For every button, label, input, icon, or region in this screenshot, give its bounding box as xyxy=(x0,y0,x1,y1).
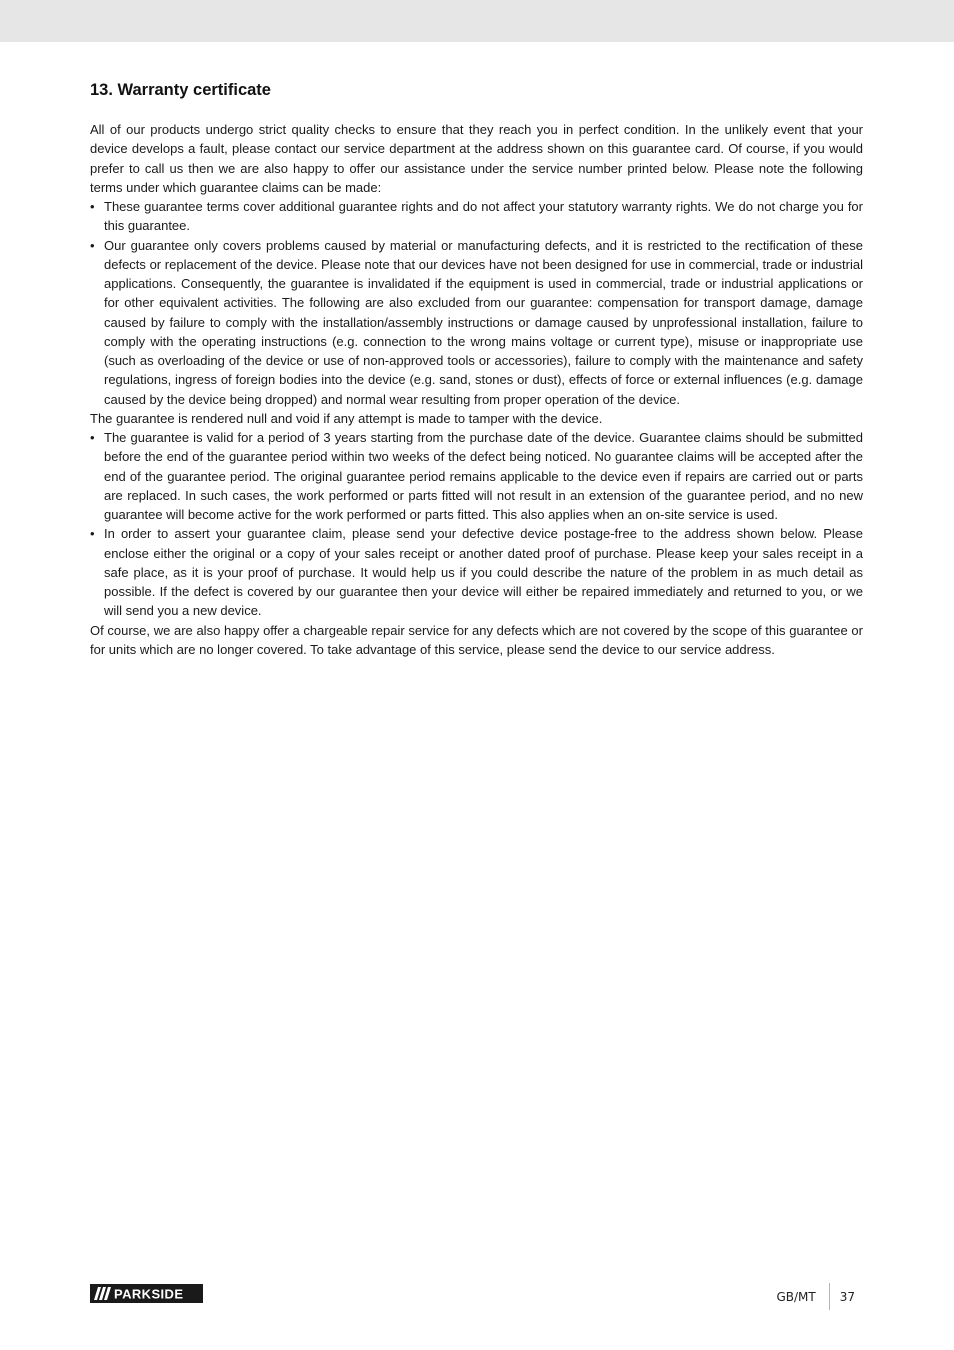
document-body xyxy=(90,79,863,659)
bullet-list-claims xyxy=(90,428,863,621)
logo-wordmark: PARKSIDE xyxy=(114,1286,184,1302)
list-item xyxy=(90,428,863,524)
parkside-logo xyxy=(90,1284,203,1303)
bullet-icon: • xyxy=(90,430,95,445)
list-item-text: Our guarantee only covers problems caused by material or manufacturing defects, and it is restricted to the rectification of these defects or replacement of the device. Please note that our devices have not been designed for use in commercial, trade or industrial applications. Consequently, the guarantee is invalidated if the equipment is used in commercial, trade or industrial applications or for other equivalent activities. The following are also excluded from our guarantee: compensation for transport damage, damage caused by failure to comply with the installation/assembly instructions or damage caused by unprofessional installation, failure to comply with the operating instructions (e.g. connection to the wrong mains voltage or current type), misuse or inappropriate use (such as overloading of the device or use of non-approved tools or accessories), failure to comply with the maintenance and safety regulations, ingress of foreign bodies into the device (e.g. sand, stones or dust), effects of force or external influences (e.g. damage caused by the device being dropped) and normal wear resulting from proper operation of the device. xyxy=(104,237,863,407)
bullet-icon: • xyxy=(90,237,95,253)
list-item-text: These guarantee terms cover additional guarantee rights and do not affect your statutory warranty rights. We do not charge you for this guarantee. xyxy=(104,199,863,234)
list-item-text: The guarantee is valid for a period of 3 years starting from the purchase date of the device. Guarantee claims should be submitted before the end of the guarantee period within two weeks of the defect being noticed. No guarantee claims will be accepted after the end of the guarantee period. The original guarantee period remains applicable to the device even if repairs are carried out or parts are replaced. In such cases, the work performed or parts fitted will not result in an extension of the guarantee period, and no new guarantee will become active for the work performed or parts fitted. This also applies when an on-site service is used. xyxy=(104,430,863,522)
top-band xyxy=(0,0,954,42)
list-item xyxy=(90,524,863,620)
section-title: 13. Warranty certificate xyxy=(90,81,271,99)
null-void-paragraph: The guarantee is rendered null and void if any attempt is made to tamper with the device. xyxy=(90,410,603,426)
list-item-text: In order to assert your guarantee claim, please send your defective device postage-free to the address shown below. Please enclose either the original or a copy of your sales receipt or another dated proof of purchase. Please keep your sales receipt in a safe place, as it is your proof of purchase. It would help us if you could describe the nature of the problem in as much detail as possible. If the defect is covered by our guarantee then your device will either be repaired immediately and returned to you, or we will send you a new device. xyxy=(104,526,863,619)
page-number: 37 xyxy=(839,1289,855,1304)
bullet-icon: • xyxy=(90,199,95,214)
page-footer xyxy=(776,1283,855,1310)
closing-paragraph: Of course, we are also happy offer a chargeable repair service for any defects which are not covered by the scope of this guarantee or for units which are no longer covered. To take advantage of this service, please send the device to our service address. xyxy=(90,622,863,657)
intro-paragraph: All of our products undergo strict quality checks to ensure that they reach you in perfect condition. In the unlikely event that your device develops a fault, please contact our service department at the address shown on this guarantee card. Of course, if you would prefer to call us then we are also happy to offer our assistance under the service number printed below. Please note the following terms under which guarantee claims can be made: xyxy=(90,122,863,195)
locale-label: GB/MT xyxy=(776,1289,816,1304)
list-item xyxy=(90,197,863,236)
bullet-list-terms xyxy=(90,197,863,409)
list-item xyxy=(90,236,863,409)
bullet-icon: • xyxy=(90,526,95,542)
footer-divider xyxy=(829,1283,830,1310)
